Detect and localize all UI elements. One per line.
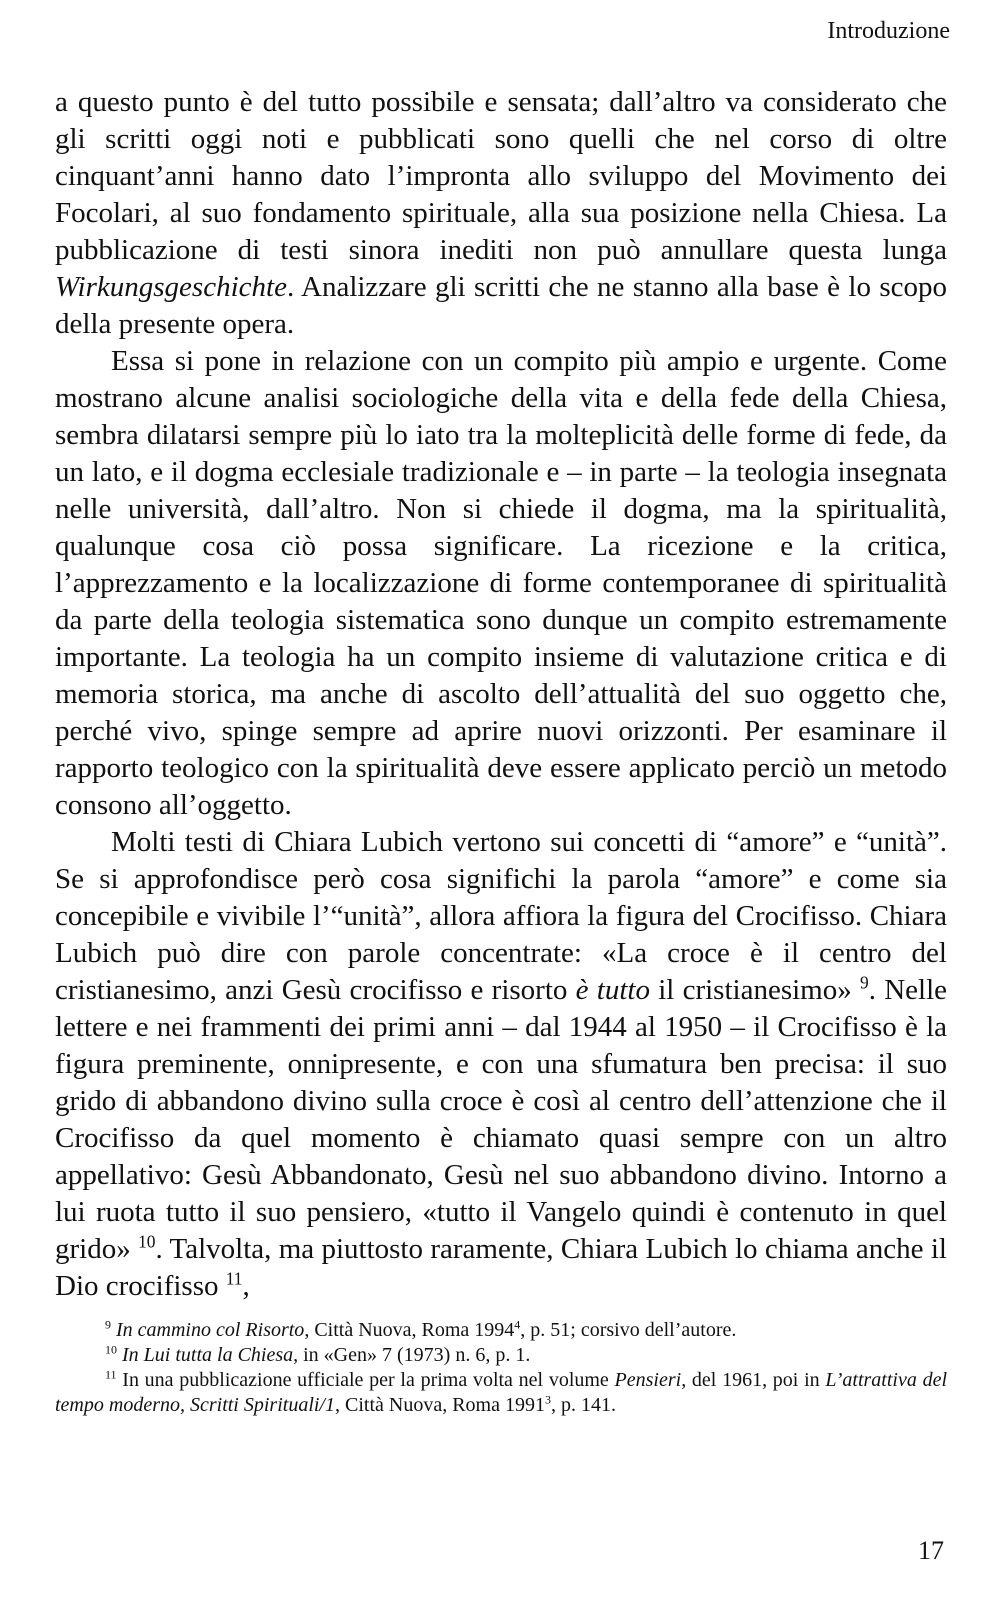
running-head: Introduzione: [827, 18, 950, 44]
italic-run: Wirkungsgeschichte: [55, 271, 287, 303]
text-run: . Nelle lettere e nei frammenti dei primi anni – dal 1944 al 1950 – il Crocifisso è la figura preminente, onnipresente, e con una sfumatura ben precisa: il suo grido di abbandono divino sulla croce è così al centro dell’attenzione che il Crocifisso da quel momento è chiamato quasi sempre con un altro appellativo: Gesù Abbandonato, Gesù nel suo abbandono divino. Intorno a lui ruota tutto il suo pensiero, «tutto il Vangelo quindi è contenuto in quel grido»: [55, 974, 947, 1265]
paragraph-2: [55, 343, 947, 824]
note-reference: 10: [105, 1342, 117, 1357]
text-run: In una pubblicazione ufficiale per la prima volta nel volume: [116, 1369, 615, 1391]
text-run: , Città Nuova, Roma 1994: [304, 1319, 515, 1341]
paragraph-1: [55, 84, 947, 343]
note-reference: 3: [544, 1392, 551, 1407]
text-run: Molti testi di Chiara Lubich vertono sui concetti di “amore” e “unità”. Se si approfondisce però cosa significhi la parola “amore” e come sia concepibile e vivibile l’“unità”, allora affiora la figura del Crocifisso. Chiara Lubich può dire con parole concentrate: «La croce è il centro del cristianesimo, anzi Gesù crocifisso e risorto: [55, 826, 947, 1006]
text-run: , Città Nuova, Roma 1991: [335, 1394, 545, 1416]
italic-run: è tutto: [575, 974, 650, 1006]
note-reference: 4: [514, 1317, 521, 1332]
main-text: [55, 84, 947, 1305]
text-run: ,: [242, 1270, 250, 1302]
note-reference: 9: [105, 1317, 111, 1332]
footnote-10: [55, 1343, 947, 1368]
text-run: , p. 141.: [550, 1394, 616, 1416]
text-run: Essa si pone in relazione con un compito più ampio e urgente. Come mostrano alcune analisi sociologiche della vita e della fede della Chiesa, sembra dilatarsi sempre più lo iato tra la molteplicità delle forme di fede, da un lato, e il dogma ecclesiale tradizionale e – in parte – la teologia insegnata nelle università, dall’altro. Non si chiede il dogma, ma la spiritualità, qualunque cosa ciò possa significare. La ricezione e la critica, l’apprezzamento e la localizzazione di forme contemporanee di spiritualità da parte della teologia sistematica sono dunque un compito estremamente importante. La teologia ha un compito insieme di valutazione critica e di memoria storica, ma anche di ascolto dell’attualità del suo oggetto che, perché vivo, spinge sempre ad aprire nuovi orizzonti. Per esaminare il rapporto teologico con la spiritualità deve essere applicato perciò un metodo consono all’oggetto.: [55, 345, 947, 821]
text-run: , in «Gen» 7 (1973) n. 6, p. 1.: [293, 1344, 531, 1366]
text-run: a questo punto è del tutto possibile e sensata; dall’altro va considerato che gli scritti oggi noti e pubblicati sono quelli che nel corso di oltre cinquant’anni hanno dato l’impronta allo sviluppo del Movimento dei Focolari, al suo fondamento spirituale, alla sua posizione nella Chiesa. La pubblicazione di testi sinora inediti non può annullare questa lunga: [55, 86, 947, 266]
italic-run: In Lui tutta la Chiesa: [122, 1344, 294, 1366]
text-run: , p. 51; corsivo dell’autore.: [520, 1319, 737, 1341]
footnote-9: [55, 1318, 947, 1343]
text-run: . Talvolta, ma piuttosto raramente, Chiara Lubich lo chiama anche il Dio crocifisso: [55, 1233, 947, 1302]
page-number: 17: [918, 1536, 944, 1565]
note-reference: 11: [225, 1268, 243, 1289]
paragraph-3: [55, 824, 947, 1305]
footnote-11: [55, 1368, 947, 1418]
italic-run: L’attrattiva del tempo moderno, Scritti Spirituali/1: [55, 1369, 948, 1416]
italic-run: Pensieri: [614, 1369, 682, 1391]
footnotes: [55, 1318, 947, 1418]
note-reference: 9: [859, 972, 869, 993]
italic-run: In cammino col Risorto: [116, 1319, 305, 1341]
text-run: , del 1961, poi in: [681, 1369, 826, 1391]
note-reference: 10: [138, 1231, 156, 1252]
text-run: . Analizzare gli scritti che ne stanno alla base è lo scopo della presente opera.: [55, 271, 947, 340]
text-run: il cristianesimo»: [649, 974, 860, 1006]
note-reference: 11: [105, 1367, 117, 1382]
